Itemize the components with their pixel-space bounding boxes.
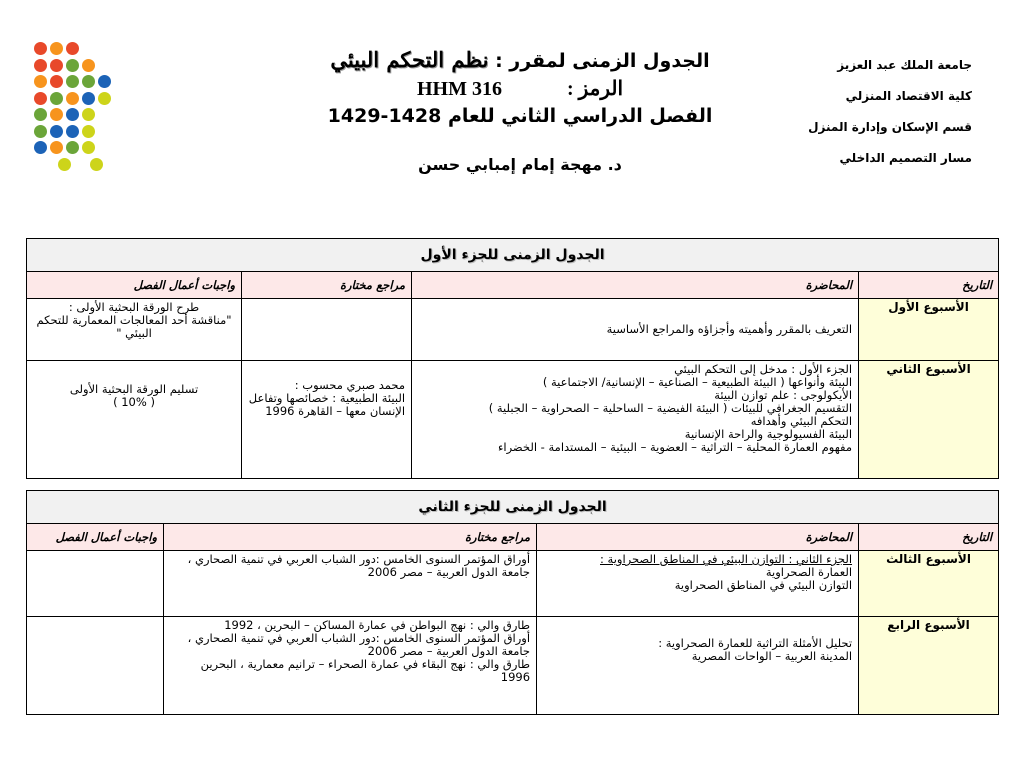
logo-dot <box>34 59 47 72</box>
lecture-line: التعريف بالمقرر وأهميته وأجزاؤه والمراجع الأساسية <box>606 322 853 336</box>
week-cell: الأسبوع الرابع <box>859 617 999 715</box>
logo-dot <box>98 92 111 105</box>
lecture-line: الجزء الأول : مدخل إلى التحكم البيئي <box>674 362 853 376</box>
header-lecture: المحاضرة <box>412 272 859 299</box>
header-date: التاريخ <box>859 524 999 551</box>
header-refs: مراجع مختارة <box>242 272 412 299</box>
logo-dot <box>82 125 95 138</box>
title-prefix: الجدول الزمنى لمقرر : <box>495 50 710 72</box>
lecture-cell <box>412 361 859 479</box>
university-name: جامعة الملك عبد العزيز <box>837 58 972 72</box>
logo-dot <box>66 108 79 121</box>
ref-line: محمد صبري محسوب : <box>294 378 406 392</box>
week-cell: الأسبوع الثاني <box>859 361 999 479</box>
university-info <box>782 50 972 174</box>
tasks-cell <box>27 361 242 479</box>
refs-cell <box>164 617 537 715</box>
lecture-line: البيئة الفسيولوجية والراحة الإنسانية <box>684 427 853 441</box>
logo-dot <box>82 141 95 154</box>
ref-line: طارق والي : نهج البقاء في عمارة الصحراء – ترانيم معمارية ، البحرين 1996 <box>200 657 531 684</box>
lecture-line: التقسيم الجغرافي للبيئات ( البيئة الفيضية – الساحلية – الصحراوية – الجبلية ) <box>488 401 853 415</box>
lecture-line: التحكم البيئي وأهدافه <box>750 414 853 428</box>
task-line: تسليم الورقة البحثية الأولى <box>69 382 199 396</box>
task-line: طرح الورقة البحثية الأولى : <box>68 300 200 314</box>
table-row <box>27 551 999 617</box>
week-cell: الأسبوع الثالث <box>859 551 999 617</box>
lecture-cell <box>537 617 859 715</box>
header-tasks: واجبات أعمال الفصل <box>27 272 242 299</box>
task-line: ( 10% ) <box>113 395 155 409</box>
lecture-title: الجزء الثاني : التوازن البيئي في المناطق الصحراوية : <box>600 552 853 566</box>
header-lecture: المحاضرة <box>537 524 859 551</box>
logo-dot <box>66 42 79 55</box>
logo-dot <box>34 141 47 154</box>
schedule-table-part1 <box>26 238 999 479</box>
table-caption: الجدول الزمنى للجزء الثاني <box>27 491 999 524</box>
logo-dot <box>66 92 79 105</box>
logo-dot <box>82 59 95 72</box>
college-name: كلية الاقتصاد المنزلي <box>845 89 972 103</box>
table-row <box>27 361 999 479</box>
logo-dot <box>82 108 95 121</box>
logo-dot <box>50 141 63 154</box>
week-cell: الأسبوع الأول <box>859 299 999 361</box>
logo-dot <box>50 92 63 105</box>
table-caption: الجدول الزمنى للجزء الأول <box>27 239 999 272</box>
logo-dot <box>34 125 47 138</box>
course-name: نظم التحكم البيئي <box>330 47 489 72</box>
lecture-cell <box>412 299 859 361</box>
lecture-line: العمارة الصحراوية <box>765 565 853 579</box>
ref-line: أوراق المؤتمر السنوى الخامس :دور الشباب العربي في تنمية الصحاري ، جامعة الدول العربية – مصر 2006 <box>187 552 531 579</box>
code-value: HHM 316 <box>416 78 502 100</box>
task-line: "مناقشة أحد المعالجات المعمارية للتحكم البيئي " <box>36 313 232 340</box>
table-header-row <box>27 524 999 551</box>
logo-dot <box>50 125 63 138</box>
logo-dot <box>34 42 47 55</box>
lecture-line: الأيكولوجى : علم توازن البيئة <box>714 388 853 402</box>
table-row <box>27 299 999 361</box>
tasks-cell <box>27 551 164 617</box>
logo-dot <box>50 108 63 121</box>
lecture-line: مفهوم العمارة المحلية – التراثية – العضوية – البيئية – المستدامة - الخضراء <box>497 440 853 454</box>
ref-line: البيئة الطبيعية : خصائصها وتفاعل الإنسان معها – القاهرة 1996 <box>248 391 406 418</box>
logo-dot <box>58 158 71 171</box>
page-title <box>270 46 770 75</box>
lecture-cell <box>537 551 859 617</box>
ref-line: أوراق المؤتمر السنوى الخامس :دور الشباب العربي في تنمية الصحاري ، جامعة الدول العربية – مصر 2006 <box>187 631 531 658</box>
logo-dot <box>66 59 79 72</box>
table-header-row <box>27 272 999 299</box>
logo-dot <box>82 75 95 88</box>
header-refs: مراجع مختارة <box>164 524 537 551</box>
header-tasks: واجبات أعمال الفصل <box>27 524 164 551</box>
logo-dot <box>34 92 47 105</box>
logo-dot <box>50 59 63 72</box>
lecture-line: التوازن البيئي في المناطق الصحراوية <box>674 578 853 592</box>
code-label: الرمز : <box>566 78 624 100</box>
lecture-line: تحليل الأمثلة التراثية للعمارة الصحراوية : <box>658 636 853 650</box>
semester-line: الفصل الدراسي الثاني للعام 1428-1429 <box>327 105 713 127</box>
logo-dot <box>34 108 47 121</box>
header-date: التاريخ <box>859 272 999 299</box>
page-header <box>270 46 770 177</box>
track-name: مسار التصميم الداخلي <box>839 151 972 165</box>
department-name: قسم الإسكان وإدارة المنزل <box>808 120 972 134</box>
refs-cell <box>242 361 412 479</box>
schedule-table-part2 <box>26 490 999 715</box>
logo-dot <box>98 75 111 88</box>
logo-dot <box>66 75 79 88</box>
table-row <box>27 617 999 715</box>
logo-dots <box>30 40 120 180</box>
logo-dot <box>66 141 79 154</box>
lecture-line: المدينة العربية – الواحات المصرية <box>691 649 853 663</box>
logo-dot <box>82 92 95 105</box>
course-code <box>270 75 770 103</box>
tasks-cell <box>27 617 164 715</box>
logo-dot <box>66 125 79 138</box>
refs-cell <box>164 551 537 617</box>
instructor-name: د. مهجة إمام إمبابي حسن <box>418 155 622 174</box>
ref-line: طارق والي : نهج البواطن في عمارة المساكن – البحرين ، 1992 <box>224 618 531 632</box>
refs-cell <box>242 299 412 361</box>
logo-dot <box>50 42 63 55</box>
logo-dot <box>50 75 63 88</box>
logo-dot <box>34 75 47 88</box>
logo-dot <box>90 158 103 171</box>
tasks-cell <box>27 299 242 361</box>
lecture-line: البيئة وأنواعها ( البيئة الطبيعية – الصناعية – الإنسانية/ الاجتماعية ) <box>542 375 853 389</box>
